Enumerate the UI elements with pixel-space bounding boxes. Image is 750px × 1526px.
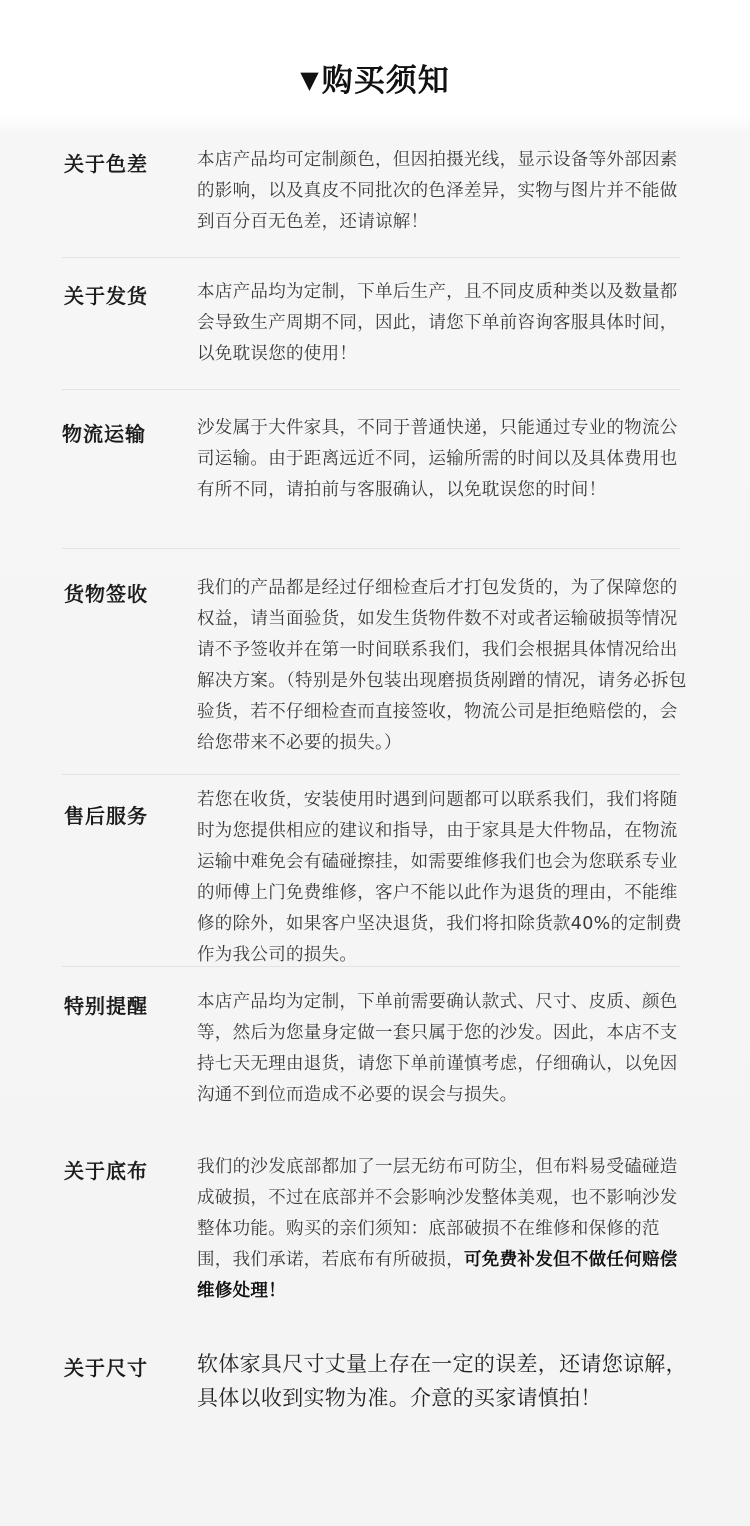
- section-label: 物流运输: [62, 422, 146, 446]
- page-title: [0, 55, 750, 100]
- section-label: 关于色差: [64, 152, 148, 176]
- section-text: 本店产品均为定制，下单后生产，且不同皮质种类以及数量都会导致生产周期不同，因此，请您下单前咨询客服具体时间，以免耽误您的使用！: [197, 282, 678, 364]
- section-text-bold: 可免费补发但不做任何赔偿维修处理！: [197, 1250, 678, 1301]
- section-text: 软体家具尺寸丈量上存在一定的误差，还请您谅解，具体以收到实物为准。介意的买家请慎拍！: [197, 1352, 687, 1410]
- section-text: 本店产品均为定制，下单前需要确认款式、尺寸、皮质、颜色等，然后为您量身定做一套只属于您的沙发。因此，本店不支持七天无理由退货，请您下单前谨慎考虑，仔细确认，以免因沟通不到位而造成不必要的误会与损失。: [197, 992, 678, 1105]
- section-text-regular: 我们的沙发底部都加了一层无纺布可防尘，但布料易受磕碰造成破损，不过在底部并不会影响沙发整体美观，也不影响沙发整体功能。购买的亲们须知：底部破损不在维修和保修的范围，我们承诺，若底布有所破损，: [197, 1157, 678, 1270]
- divider: [62, 966, 680, 967]
- divider: [62, 389, 680, 390]
- section-text: 我们的产品都是经过仔细检查后才打包发货的，为了保障您的权益，请当面验货，如发生货物件数不对或者运输破损等情况请不予签收并在第一时间联系我们，我们会根据具体情况给出解决方案。（特别是外包装出现磨损货剐蹭的情况，请务必拆包验货，若不仔细检查而直接签收，物流公司是拒绝赔偿的，会给您带来不必要的损失。）: [197, 578, 687, 753]
- section-text: 沙发属于大件家具，不同于普通快递，只能通过专业的物流公司运输。由于距离远近不同，运输所需的时间以及具体费用也有所不同，请拍前与客服确认，以免耽误您的时间！: [197, 418, 678, 500]
- section-label: 货物签收: [64, 582, 148, 606]
- section-label: 售后服务: [64, 804, 148, 828]
- section-text: [197, 1152, 689, 1307]
- section-label: 关于底布: [64, 1159, 148, 1183]
- triangle-down-icon: ▼: [300, 66, 320, 94]
- section-label: 关于发货: [64, 284, 148, 308]
- divider: [62, 257, 680, 258]
- section-label: 关于尺寸: [64, 1356, 148, 1380]
- section-text: 若您在收货，安装使用时遇到问题都可以联系我们，我们将随时为您提供相应的建议和指导，由于家具是大件物品，在物流运输中难免会有磕碰擦挂，如需要维修我们也会为您联系专业的师傅上门免费维修，客户不能以此作为退货的理由，不能维修的除外，如果客户坚决退货，我们将扣除货款40%的定制费作为我公司的损失。: [197, 790, 682, 965]
- divider: [62, 774, 680, 775]
- divider: [62, 548, 680, 549]
- page-title-text: 购买须知: [321, 63, 450, 99]
- section-text: 本店产品均可定制颜色，但因拍摄光线，显示设备等外部因素的影响，以及真皮不同批次的色泽差异，实物与图片并不能做到百分百无色差，还请谅解！: [197, 150, 678, 232]
- section-label: 特别提醒: [64, 994, 148, 1018]
